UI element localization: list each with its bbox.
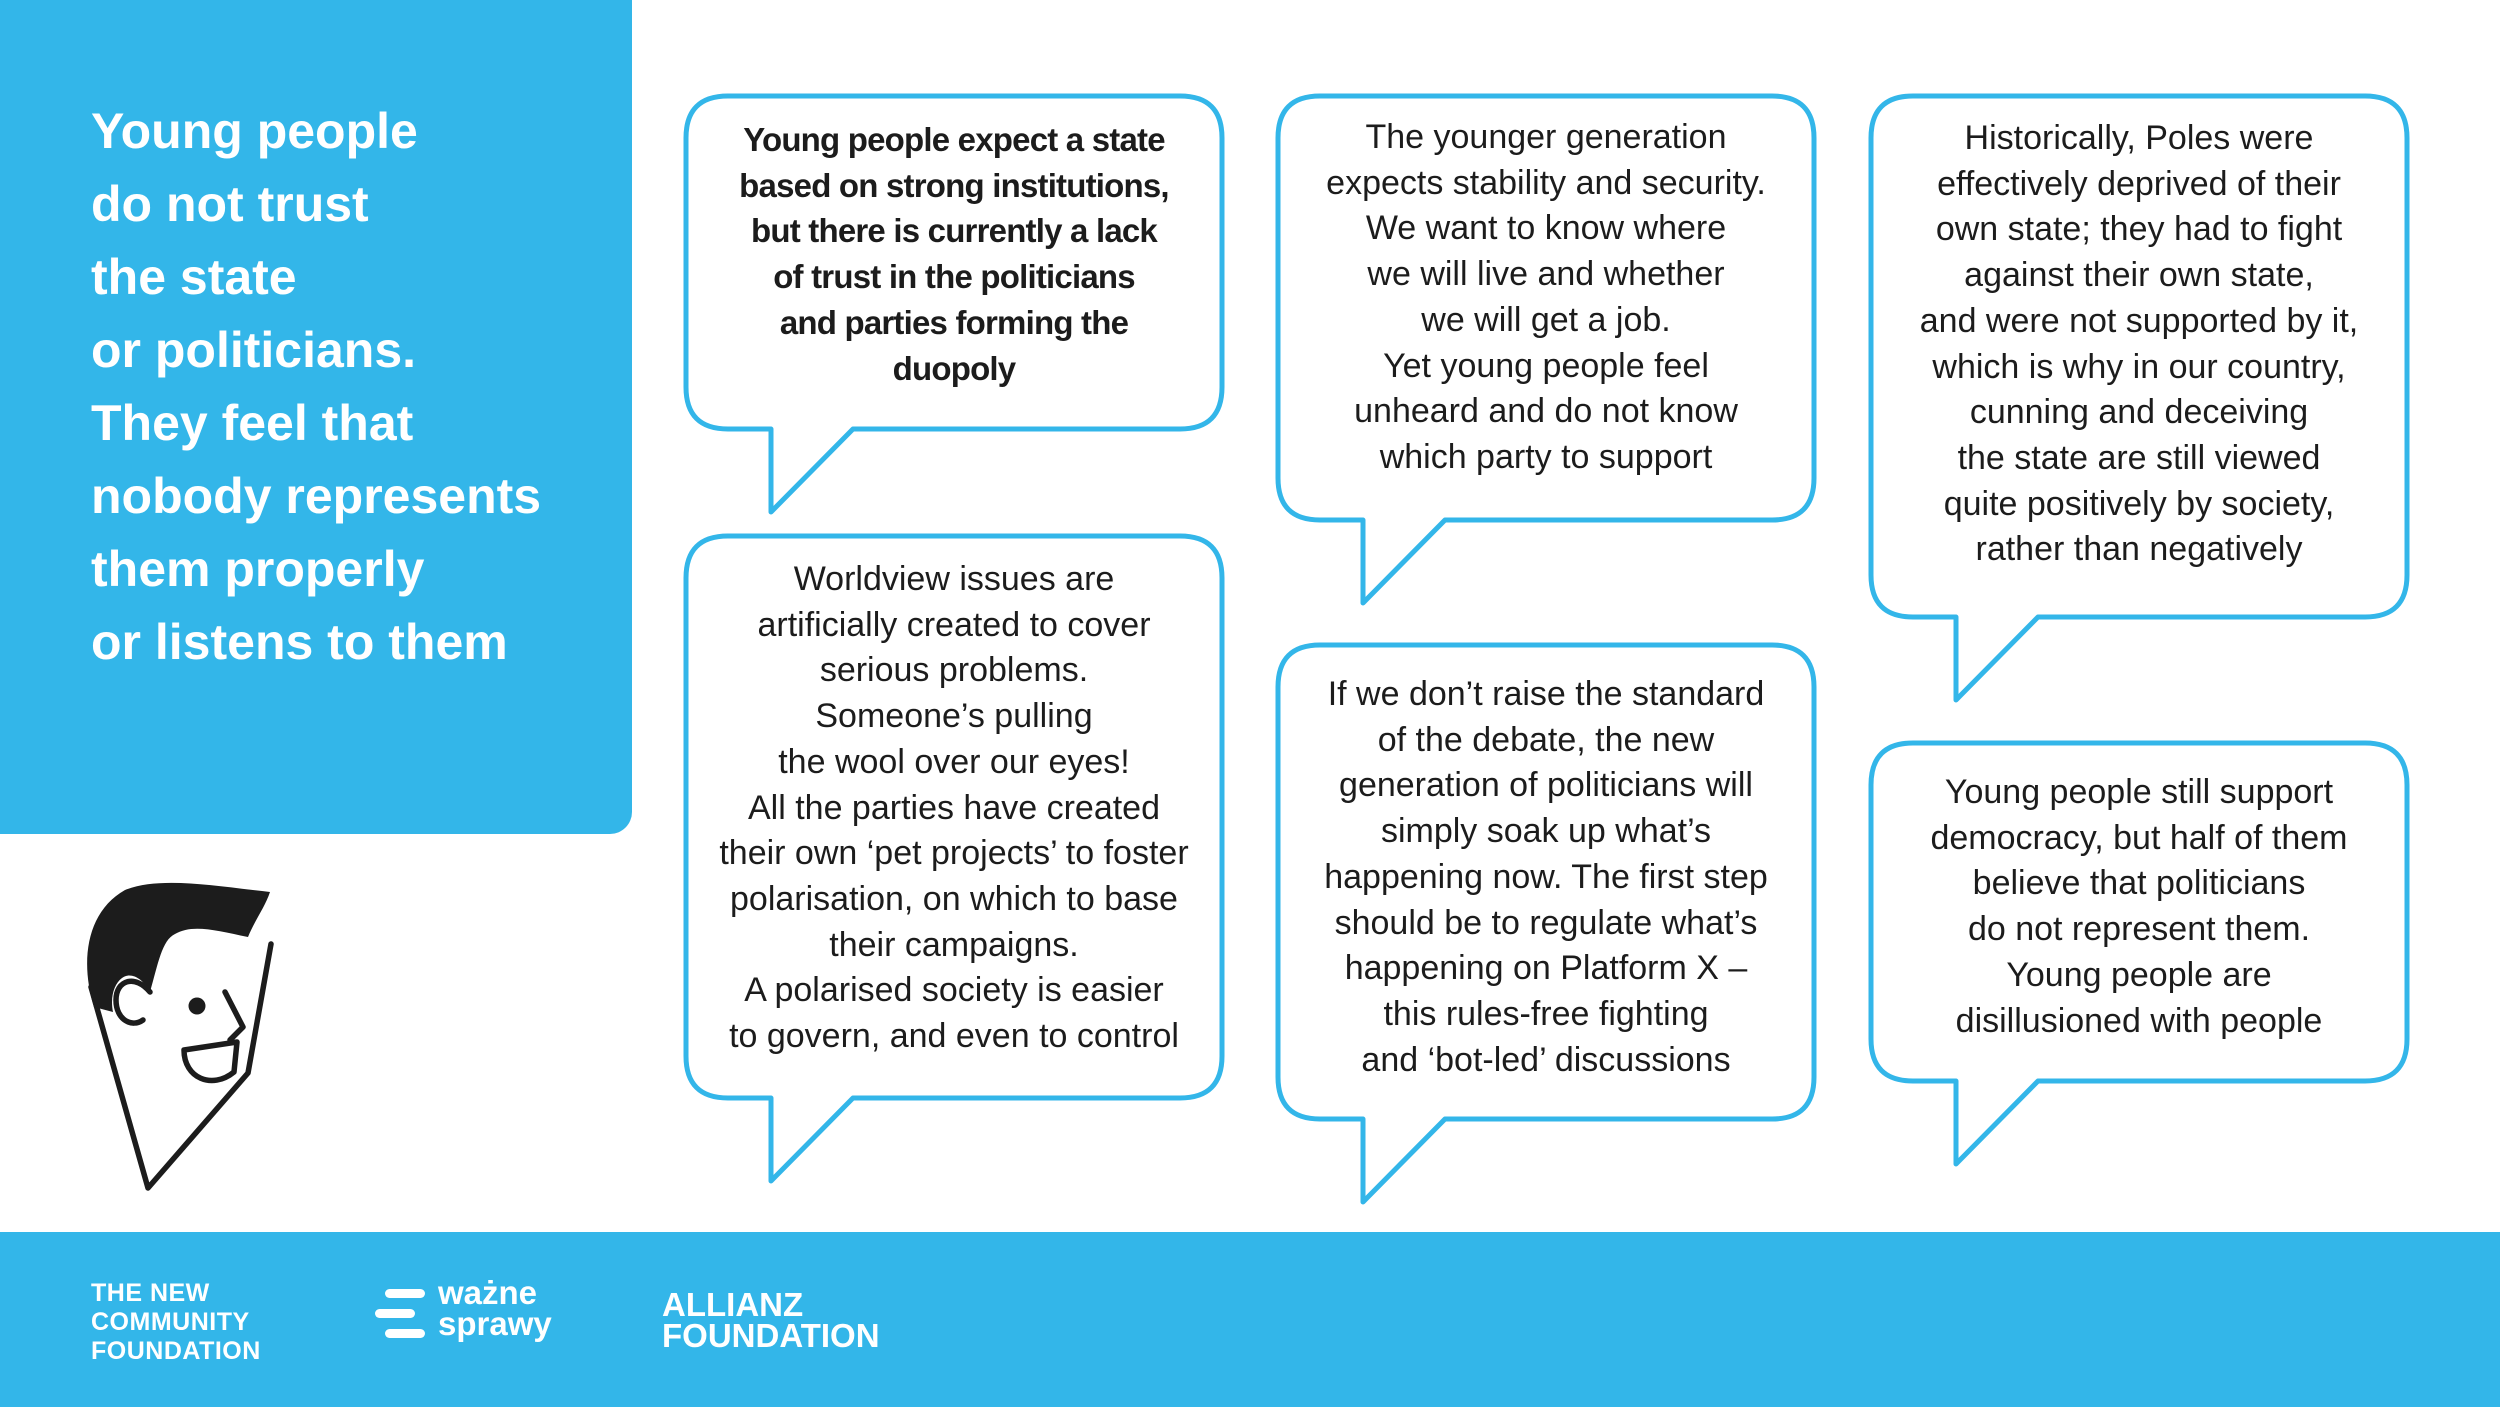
bubble-5-text: Historically, Poles were effectively deprived of their own state; they had to fight against their own state, and were not supported by it, which is why in our country, cunning and deceiving the state are still viewed quite positively by society, rather than negatively xyxy=(1919,119,2359,569)
wazne-sprawy-logo: ważne sprawy xyxy=(438,1274,552,1342)
headline: Young people do not trust the state or politicians. They feel that nobody represents them properly or listens to them xyxy=(91,103,542,670)
bubble-3-text: The younger generation expects stability and security. We want to know where we will live and whether we will get a job. Yet young people feel unheard and do not know which party to support xyxy=(1326,118,1766,476)
bubble-6-text: Young people still support democracy, but half of them believe that politicians do not represent them. Young people are disillusioned with people xyxy=(1930,773,2348,1040)
allianz-foundation-logo: ALLIANZ FOUNDATION xyxy=(662,1286,880,1354)
bubble-1-text: Young people expect a state based on strong institutions, but there is currently a lack of trust in the politicians and parties forming the duopoly xyxy=(739,121,1169,387)
footer xyxy=(0,1232,2500,1407)
bubble-2-text: Worldview issues are artificially created to cover serious problems. Someone’s pulling the wool over our eyes! All the parties have created their own ‘pet projects’ to foster polarisation, on which to base their campaigns. A polarised society is easier to govern, and even to control xyxy=(719,560,1189,1056)
bubble-4-text: If we don’t raise the standard of the debate, the new generation of politicians will simply soak up what’s happening now. The first step should be to regulate what’s happening on Platform X – this rules-free fighting and ‘bot-led’ discussions xyxy=(1324,675,1768,1079)
wazne-sprawy-logo-mark xyxy=(375,1289,425,1339)
new-community-foundation-logo: THE NEW COMMUNITY FOUNDATION xyxy=(91,1279,261,1365)
